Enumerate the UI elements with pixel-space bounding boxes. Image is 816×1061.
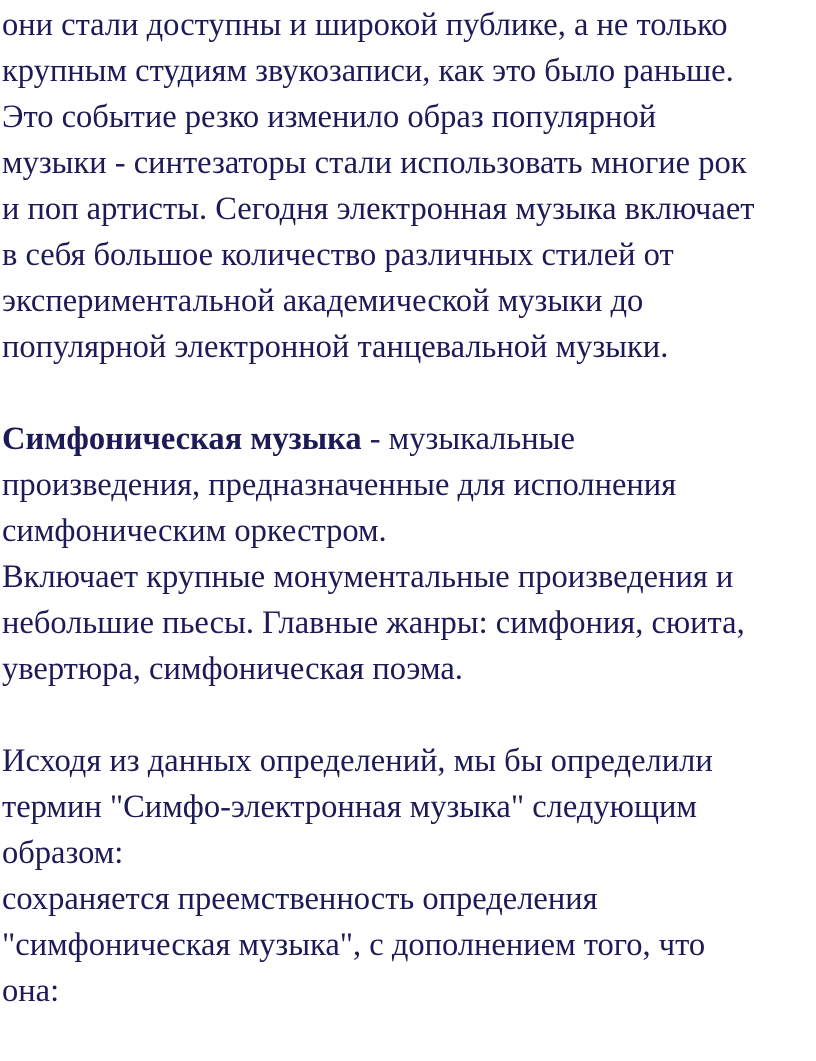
text-line: небольшие пьесы. Главные жанры: симфония, сюита, xyxy=(2,605,745,641)
text-line: "симфоническая музыка", с дополнением того, что xyxy=(2,927,706,963)
text-line: образом: xyxy=(2,835,124,871)
paragraph-spacer xyxy=(2,692,816,738)
intro-paragraph xyxy=(2,2,816,370)
text-line: Включает крупные монументальные произведения и xyxy=(2,559,734,595)
conclusion-paragraph xyxy=(2,738,816,1014)
text-line: популярной электронной танцевальной музыки. xyxy=(2,329,669,365)
text-line: и поп артисты. Сегодня электронная музыка включает xyxy=(2,191,755,227)
text-line: крупным студиям звукозаписи, как это было раньше. xyxy=(2,53,734,89)
text-line: Исходя из данных определений, мы бы определили xyxy=(2,743,713,779)
definition-text: - музыкальные xyxy=(361,421,575,457)
paragraph-spacer xyxy=(2,370,816,416)
text-line: симфоническим оркестром. xyxy=(2,513,387,549)
text-line: произведения, предназначенные для исполнения xyxy=(2,467,677,503)
defined-term: Симфоническая музыка xyxy=(2,421,362,457)
text-line: она: xyxy=(2,973,60,1009)
text-line: экспериментальной академической музыки до xyxy=(2,283,644,319)
text-line: сохраняется преемственность определения xyxy=(2,881,598,917)
text-line: в себя большое количество различных стилей от xyxy=(2,237,674,273)
text-line: Это событие резко изменило образ популярной xyxy=(2,99,657,135)
text-line: увертюра, симфоническая поэма. xyxy=(2,651,463,687)
text-line: музыки - синтезаторы стали использовать многие рок xyxy=(2,145,747,181)
text-line: они стали доступны и широкой публике, а не только xyxy=(2,7,728,43)
definition-first-line xyxy=(2,416,816,462)
text-line: термин "Симфо-электронная музыка" следующим xyxy=(2,789,697,825)
symphonic-definition-paragraph xyxy=(2,416,816,692)
